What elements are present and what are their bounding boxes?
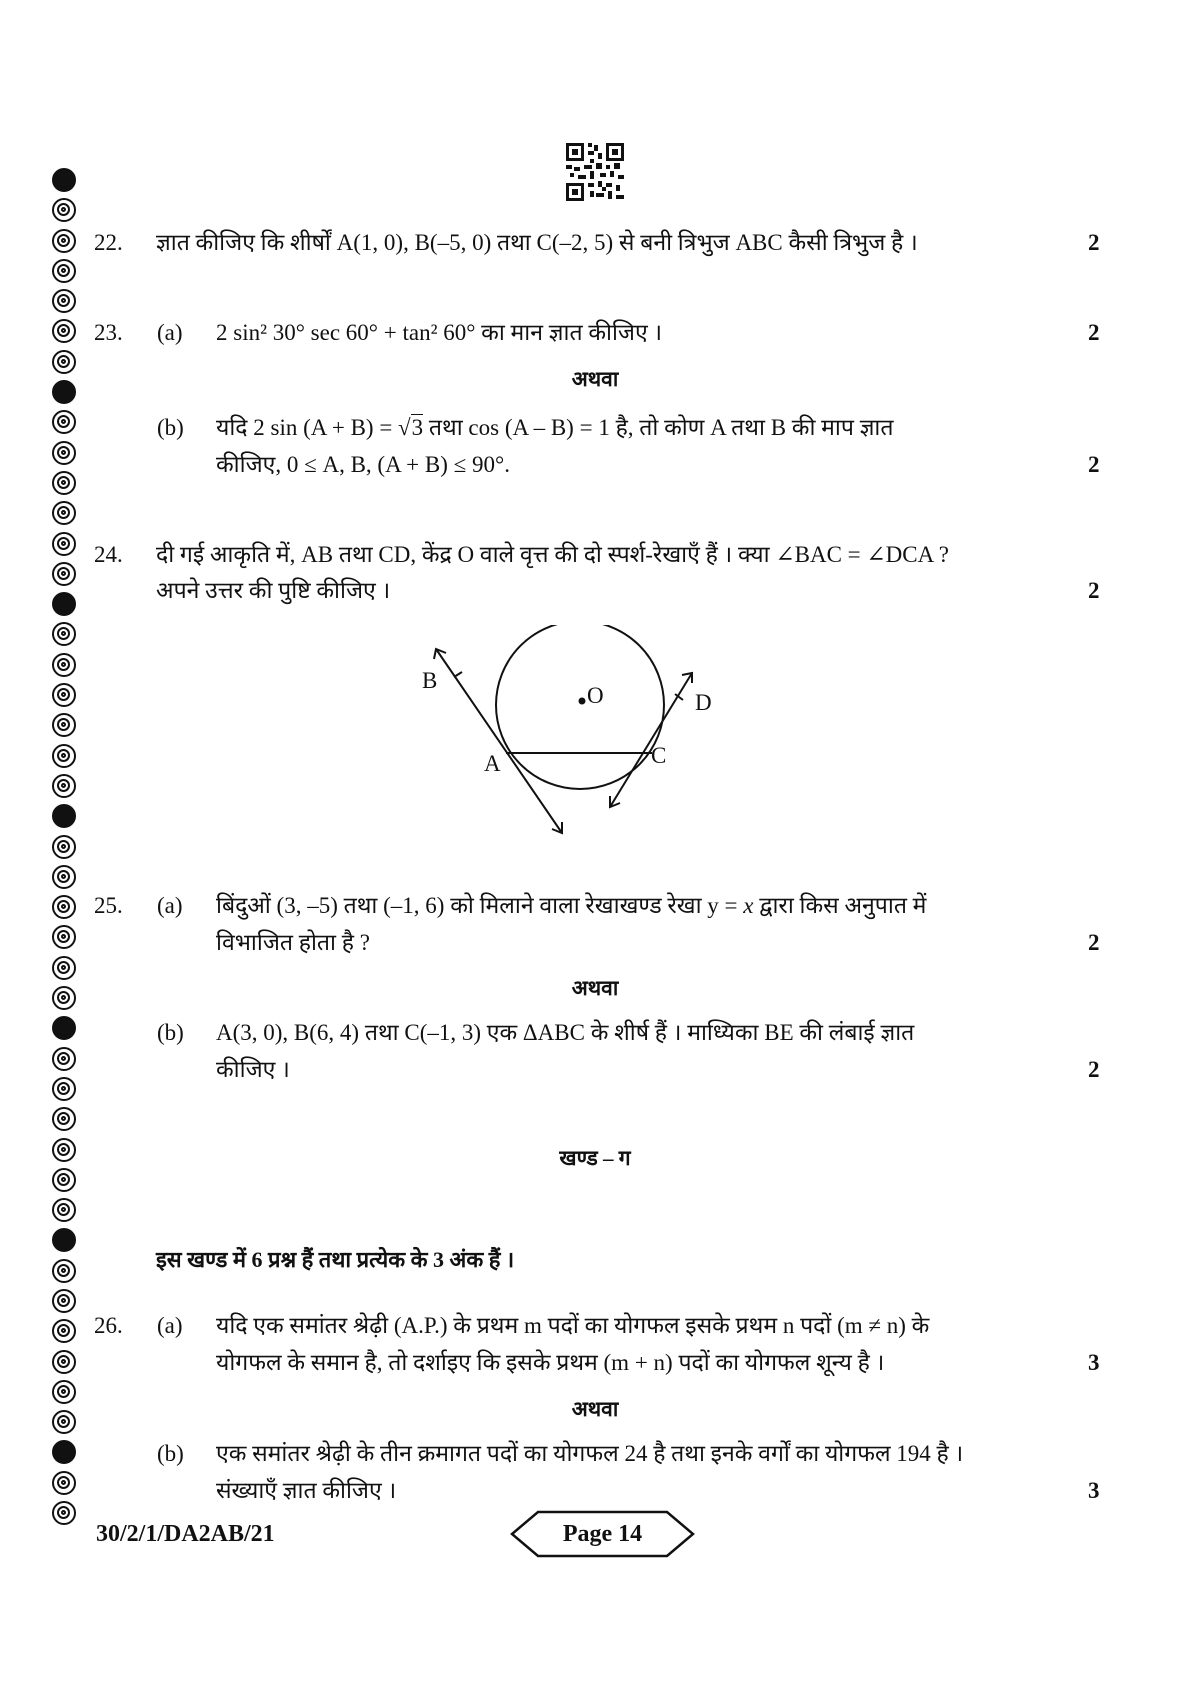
question-25a-marks: 2 [1088, 930, 1100, 955]
concentric-circle-icon [52, 1047, 76, 1071]
question-number-26: 26. [94, 1313, 123, 1338]
question-23a-label: (a) [157, 320, 183, 345]
question-number-22: 22. [94, 230, 123, 255]
filled-circle-icon [52, 1440, 76, 1464]
question-24-line2: अपने उत्तर की पुष्टि कीजिए । [156, 578, 391, 603]
section-instruction: इस खण्ड में 6 प्रश्न हैं तथा प्रत्येक के 3 अंक हैं । [156, 1247, 515, 1272]
question-23b-line1: यदि 2 sin (A + B) = √3 तथा cos (A – B) = 1 है, तो कोण A तथा B की माप ज्ञात [216, 415, 894, 440]
concentric-circle-icon [52, 1259, 76, 1283]
question-25a-line1: बिंदुओं (3, –5) तथा (–1, 6) को मिलाने वाला रेखाखण्ड रेखा y = x द्वारा किस अनुपात में [216, 893, 927, 918]
or-divider-26: अथवा [571, 1397, 619, 1421]
question-25b-label: (b) [157, 1020, 184, 1045]
question-25b-line1: A(3, 0), B(6, 4) तथा C(–1, 3) एक ΔABC के शीर्ष हैं । माध्यिका BE की लंबाई ज्ञात [216, 1020, 915, 1045]
or-divider-23: अथवा [571, 367, 619, 391]
question-number-25: 25. [94, 893, 123, 918]
section-title: खण्ड – ग [559, 1146, 631, 1170]
concentric-circle-icon [52, 198, 76, 222]
label-o: O [587, 683, 604, 708]
concentric-circle-icon [52, 865, 76, 889]
concentric-circle-icon [52, 229, 76, 253]
concentric-circle-icon [52, 319, 76, 343]
question-number-24: 24. [94, 542, 123, 567]
question-number-23: 23. [94, 320, 123, 345]
question-25a-label: (a) [157, 893, 183, 918]
question-23b-line2: कीजिए, 0 ≤ A, B, (A + B) ≤ 90°. [216, 452, 510, 477]
filled-circle-icon [52, 592, 76, 616]
concentric-circle-icon [52, 471, 76, 495]
concentric-circle-icon [52, 410, 76, 434]
concentric-circle-icon [52, 653, 76, 677]
concentric-circle-icon [52, 1289, 76, 1313]
concentric-circle-icon [52, 1319, 76, 1343]
concentric-circle-icon [52, 259, 76, 283]
concentric-circle-icon [52, 925, 76, 949]
label-a: A [484, 751, 501, 776]
concentric-circle-icon [52, 1471, 76, 1495]
concentric-circle-icon [52, 1107, 76, 1131]
question-26a-line2: योगफल के समान है, तो दर्शाइए कि इसके प्रथम (m + n) पदों का योगफल शून्य है । [216, 1350, 885, 1375]
page-number: Page 14 [562, 1521, 643, 1547]
tangent-circle-diagram [420, 625, 740, 855]
concentric-circle-icon [52, 835, 76, 859]
concentric-circle-icon [52, 683, 76, 707]
question-23a-marks: 2 [1088, 320, 1100, 345]
question-24-line1: दी गई आकृति में, AB तथा CD, केंद्र O वाले वृत्त की दो स्पर्श-रेखाएँ हैं । क्या ∠BAC = ∠DCA ? [156, 542, 949, 567]
label-c: C [651, 743, 667, 768]
concentric-circle-icon [52, 1350, 76, 1374]
concentric-circle-icon [52, 441, 76, 465]
question-22-marks: 2 [1088, 230, 1100, 255]
question-23a-text: 2 sin² 30° sec 60° + tan² 60° का मान ज्ञात कीजिए । [216, 320, 663, 345]
question-26b-marks: 3 [1088, 1478, 1100, 1503]
or-divider-25: अथवा [571, 976, 619, 1000]
label-d: D [695, 690, 712, 715]
concentric-circle-icon [52, 622, 76, 646]
page-number-badge [510, 1510, 695, 1558]
concentric-circle-icon [52, 532, 76, 556]
qr-code-icon [566, 143, 624, 201]
filled-circle-icon [52, 1228, 76, 1252]
concentric-circle-icon [52, 895, 76, 919]
question-24-marks: 2 [1088, 578, 1100, 603]
concentric-circle-icon [52, 562, 76, 586]
filled-circle-icon [52, 1016, 76, 1040]
question-23b-marks: 2 [1088, 452, 1100, 477]
question-25a-line2: विभाजित होता है ? [216, 930, 370, 955]
question-26a-marks: 3 [1088, 1350, 1100, 1375]
question-22-text: ज्ञात कीजिए कि शीर्षों A(1, 0), B(–5, 0) तथा C(–2, 5) से बनी त्रिभुज ABC कैसी त्रिभुज है । [156, 230, 918, 255]
question-26a-line1: यदि एक समांतर श्रेढ़ी (A.P.) के प्रथम m पदों का योगफल इसके प्रथम n पदों (m ≠ n) के [216, 1313, 930, 1338]
question-23b-label: (b) [157, 415, 184, 440]
paper-code: 30/2/1/DA2AB/21 [96, 1521, 275, 1547]
concentric-circle-icon [52, 744, 76, 768]
question-26a-label: (a) [157, 1313, 183, 1338]
concentric-circle-icon [52, 1501, 76, 1525]
question-25b-line2: कीजिए । [216, 1057, 290, 1082]
filled-circle-icon [52, 168, 76, 192]
concentric-circle-icon [52, 713, 76, 737]
concentric-circle-icon [52, 501, 76, 525]
concentric-circle-icon [52, 1077, 76, 1101]
label-b: B [422, 668, 438, 693]
question-26b-label: (b) [157, 1441, 184, 1466]
concentric-circle-icon [52, 774, 76, 798]
question-25b-marks: 2 [1088, 1057, 1100, 1082]
concentric-circle-icon [52, 1198, 76, 1222]
concentric-circle-icon [52, 289, 76, 313]
question-26b-line2: संख्याएँ ज्ञात कीजिए । [216, 1478, 397, 1503]
question-26b-line1: एक समांतर श्रेढ़ी के तीन क्रमागत पदों का योगफल 24 है तथा इनके वर्गों का योगफल 194 है । [216, 1441, 964, 1466]
filled-circle-icon [52, 804, 76, 828]
